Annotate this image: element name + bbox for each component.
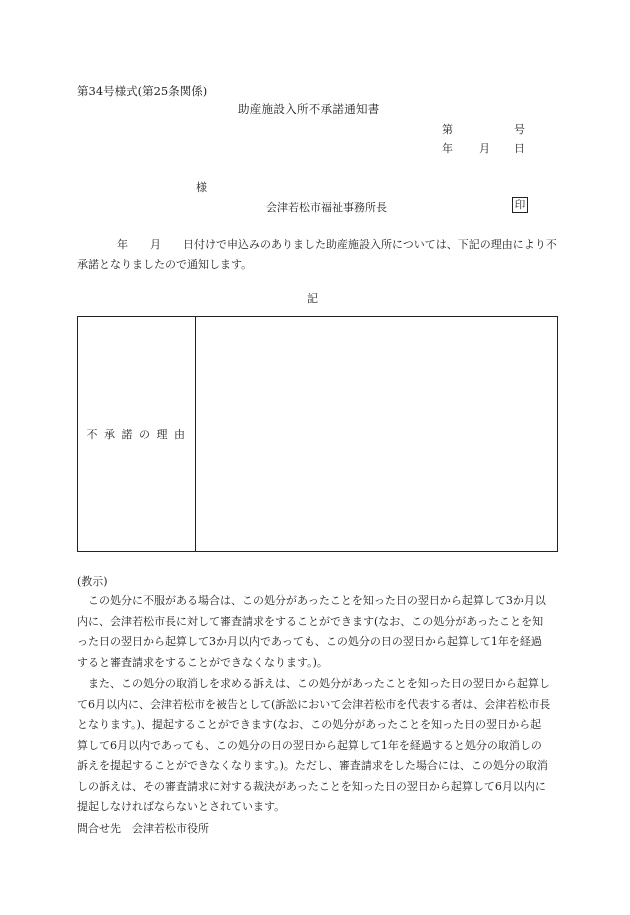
- form-number: 第34号様式(第25条関係): [77, 84, 208, 98]
- document-number-suffix: 号: [514, 123, 525, 136]
- sender-name: 会津若松市福祉事務所長: [266, 201, 387, 214]
- ki-heading: 記: [307, 292, 318, 305]
- notice-paragraph-lawsuit: また、この処分の取消しを求める訴えは、この処分があったことを知った日の翌日から起算して6月以内に、会津若松市を被告として(訴訟において会津若松市を代表する者は、会津若松市長となります。)、提起することができます(なお、この処分があったことを知った日の翌日から起算して6月以内であっても、この処分の日の翌日から起算して1年を経過すると処分の取消しの訴えを提起することができなくなります。)。ただし、審査請求をした場合には、この処分の取消しの訴えは、その審査請求に対する裁決があったことを知った日の翌日から起算して6月以内に提起しなければならないとされています。: [77, 677, 551, 813]
- addressee-honorific: 様: [196, 181, 207, 194]
- notice-paragraph-appeal: この処分に不服がある場合は、この処分があったことを知った日の翌日から起算して3か月以内に、会津若松市長に対して審査請求をすることができます(なお、この処分があったことを知った日の翌日から起算して3か月以内であっても、この処分の日の翌日から起算して1年を経過すると審査請求をすることができなくなります。)。: [77, 594, 546, 669]
- contact-info: 問合せ先 会津若松市役所: [77, 822, 209, 835]
- reason-label: 不承諾の理由: [86, 427, 192, 441]
- date-month-label: 月: [479, 142, 490, 155]
- notification-paragraph: 年 月 日付けで申込みのありました助産施設入所については、下記の理由により不承諾となりましたので通知します。: [77, 238, 557, 271]
- document-title: 助産施設入所不承諾通知書: [238, 102, 380, 116]
- reason-table: [77, 316, 558, 552]
- document-number-prefix: 第: [442, 123, 453, 136]
- date-day-label: 日: [514, 142, 525, 155]
- notice-heading: (教示): [77, 575, 108, 588]
- seal-stamp: 印: [512, 197, 528, 213]
- date-year-label: 年: [442, 142, 453, 155]
- reason-table-divider: [195, 317, 196, 551]
